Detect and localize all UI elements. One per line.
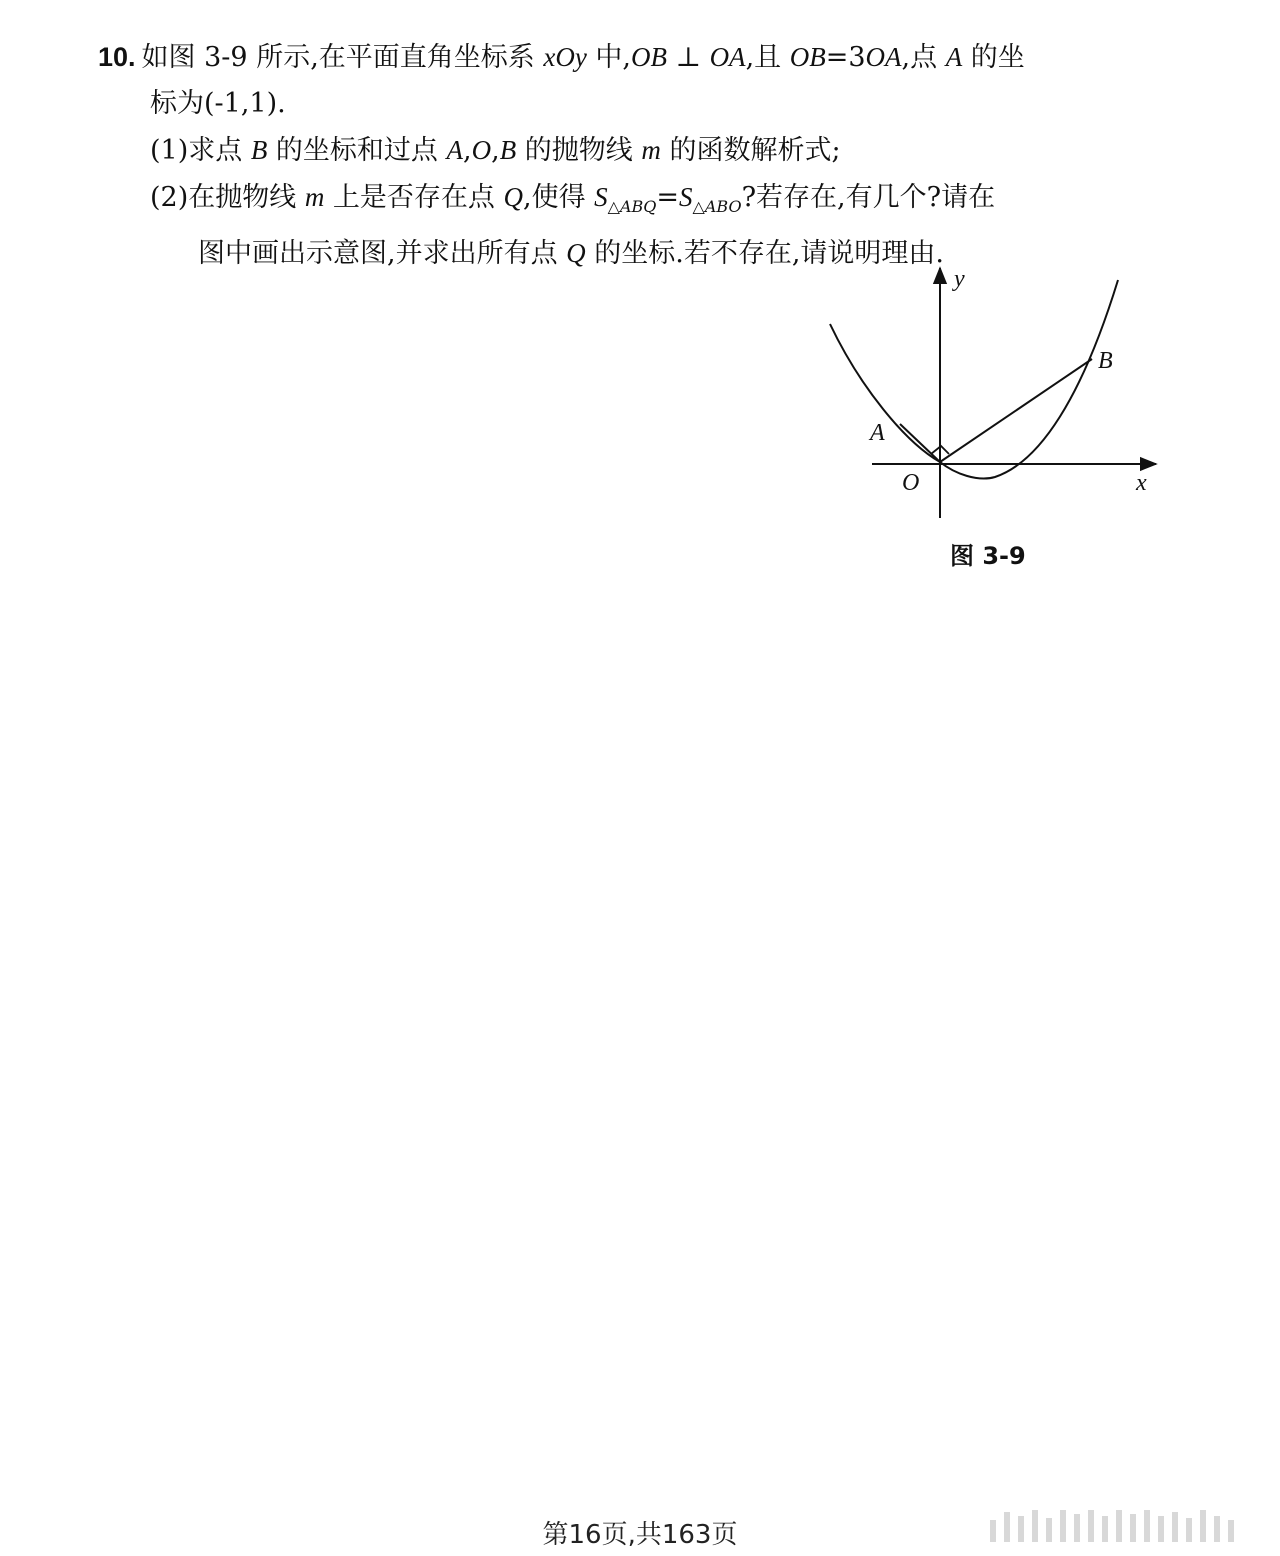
problem-part-1 <box>98 127 1178 174</box>
math-m: m <box>304 182 325 212</box>
stem-text: =3 <box>825 42 866 73</box>
math-Q: Q <box>503 182 523 212</box>
part2-text: 上是否存在点 <box>324 182 504 213</box>
stem-text: ,点 <box>901 42 946 73</box>
math-S: S <box>594 182 608 212</box>
math-OB: OB <box>631 42 667 72</box>
segment-OA <box>900 424 940 462</box>
subscript-ABO: △ABO <box>692 197 742 216</box>
part1-text: , <box>463 135 472 166</box>
problem-number: 10. <box>98 42 136 72</box>
problem-stem-line-1 <box>98 34 1178 81</box>
part2-text: 图中画出示意图,并求出所有点 <box>198 238 567 269</box>
part1-text: , <box>491 135 500 166</box>
part2-text: (2)在抛物线 <box>150 182 305 213</box>
math-m: m <box>641 135 661 165</box>
problem-stem-line-2: 标为(-1,1). <box>150 88 286 119</box>
math-A: A <box>446 135 463 165</box>
equals-sign: = <box>656 182 680 213</box>
problem-10 <box>98 34 1178 277</box>
part1-text: 的抛物线 <box>516 135 642 166</box>
math-O: O <box>471 135 492 165</box>
math-B: B <box>499 135 517 165</box>
part1-text: 的函数解析式; <box>660 135 841 166</box>
stem-text: 如图 3-9 所示,在平面直角坐标系 <box>141 42 544 73</box>
math-S: S <box>679 182 693 212</box>
figure-caption: 图 3-9 <box>950 542 1026 570</box>
part2-text: 的坐标.若不存在,请说明理由. <box>585 238 945 269</box>
parabola-m <box>830 280 1118 479</box>
math-A: A <box>945 42 963 72</box>
math-Q: Q <box>566 238 586 268</box>
coordinate-figure <box>820 262 1170 532</box>
stem-text: ,且 <box>745 42 790 73</box>
part1-text: 的坐标和过点 <box>267 135 447 166</box>
stem-text: 中, <box>586 42 631 73</box>
label-B: B <box>1098 348 1113 374</box>
label-x: x <box>1136 470 1147 496</box>
part2-text: ?若存在,有几个?请在 <box>741 182 996 213</box>
part2-text: ,使得 <box>523 182 595 213</box>
math-xOy: xOy <box>543 42 587 72</box>
label-y: y <box>954 266 965 292</box>
part1-text: (1)求点 <box>150 135 251 166</box>
page-footer: 第16页,共163页 <box>542 1520 738 1550</box>
math-OA: OA <box>709 42 746 72</box>
math-OB: OB <box>789 42 826 72</box>
label-A: A <box>870 420 885 446</box>
math-OA: OA <box>865 42 902 72</box>
problem-part-2-line-1 <box>98 174 1178 230</box>
stem-text: 的坐 <box>962 42 1025 73</box>
math-B: B <box>250 135 268 165</box>
perp-symbol: ⊥ <box>667 42 710 73</box>
subscript-ABQ: △ABQ <box>607 197 657 216</box>
label-O: O <box>902 470 920 496</box>
figure-3-9 <box>820 262 1170 532</box>
segment-OB <box>940 359 1092 462</box>
